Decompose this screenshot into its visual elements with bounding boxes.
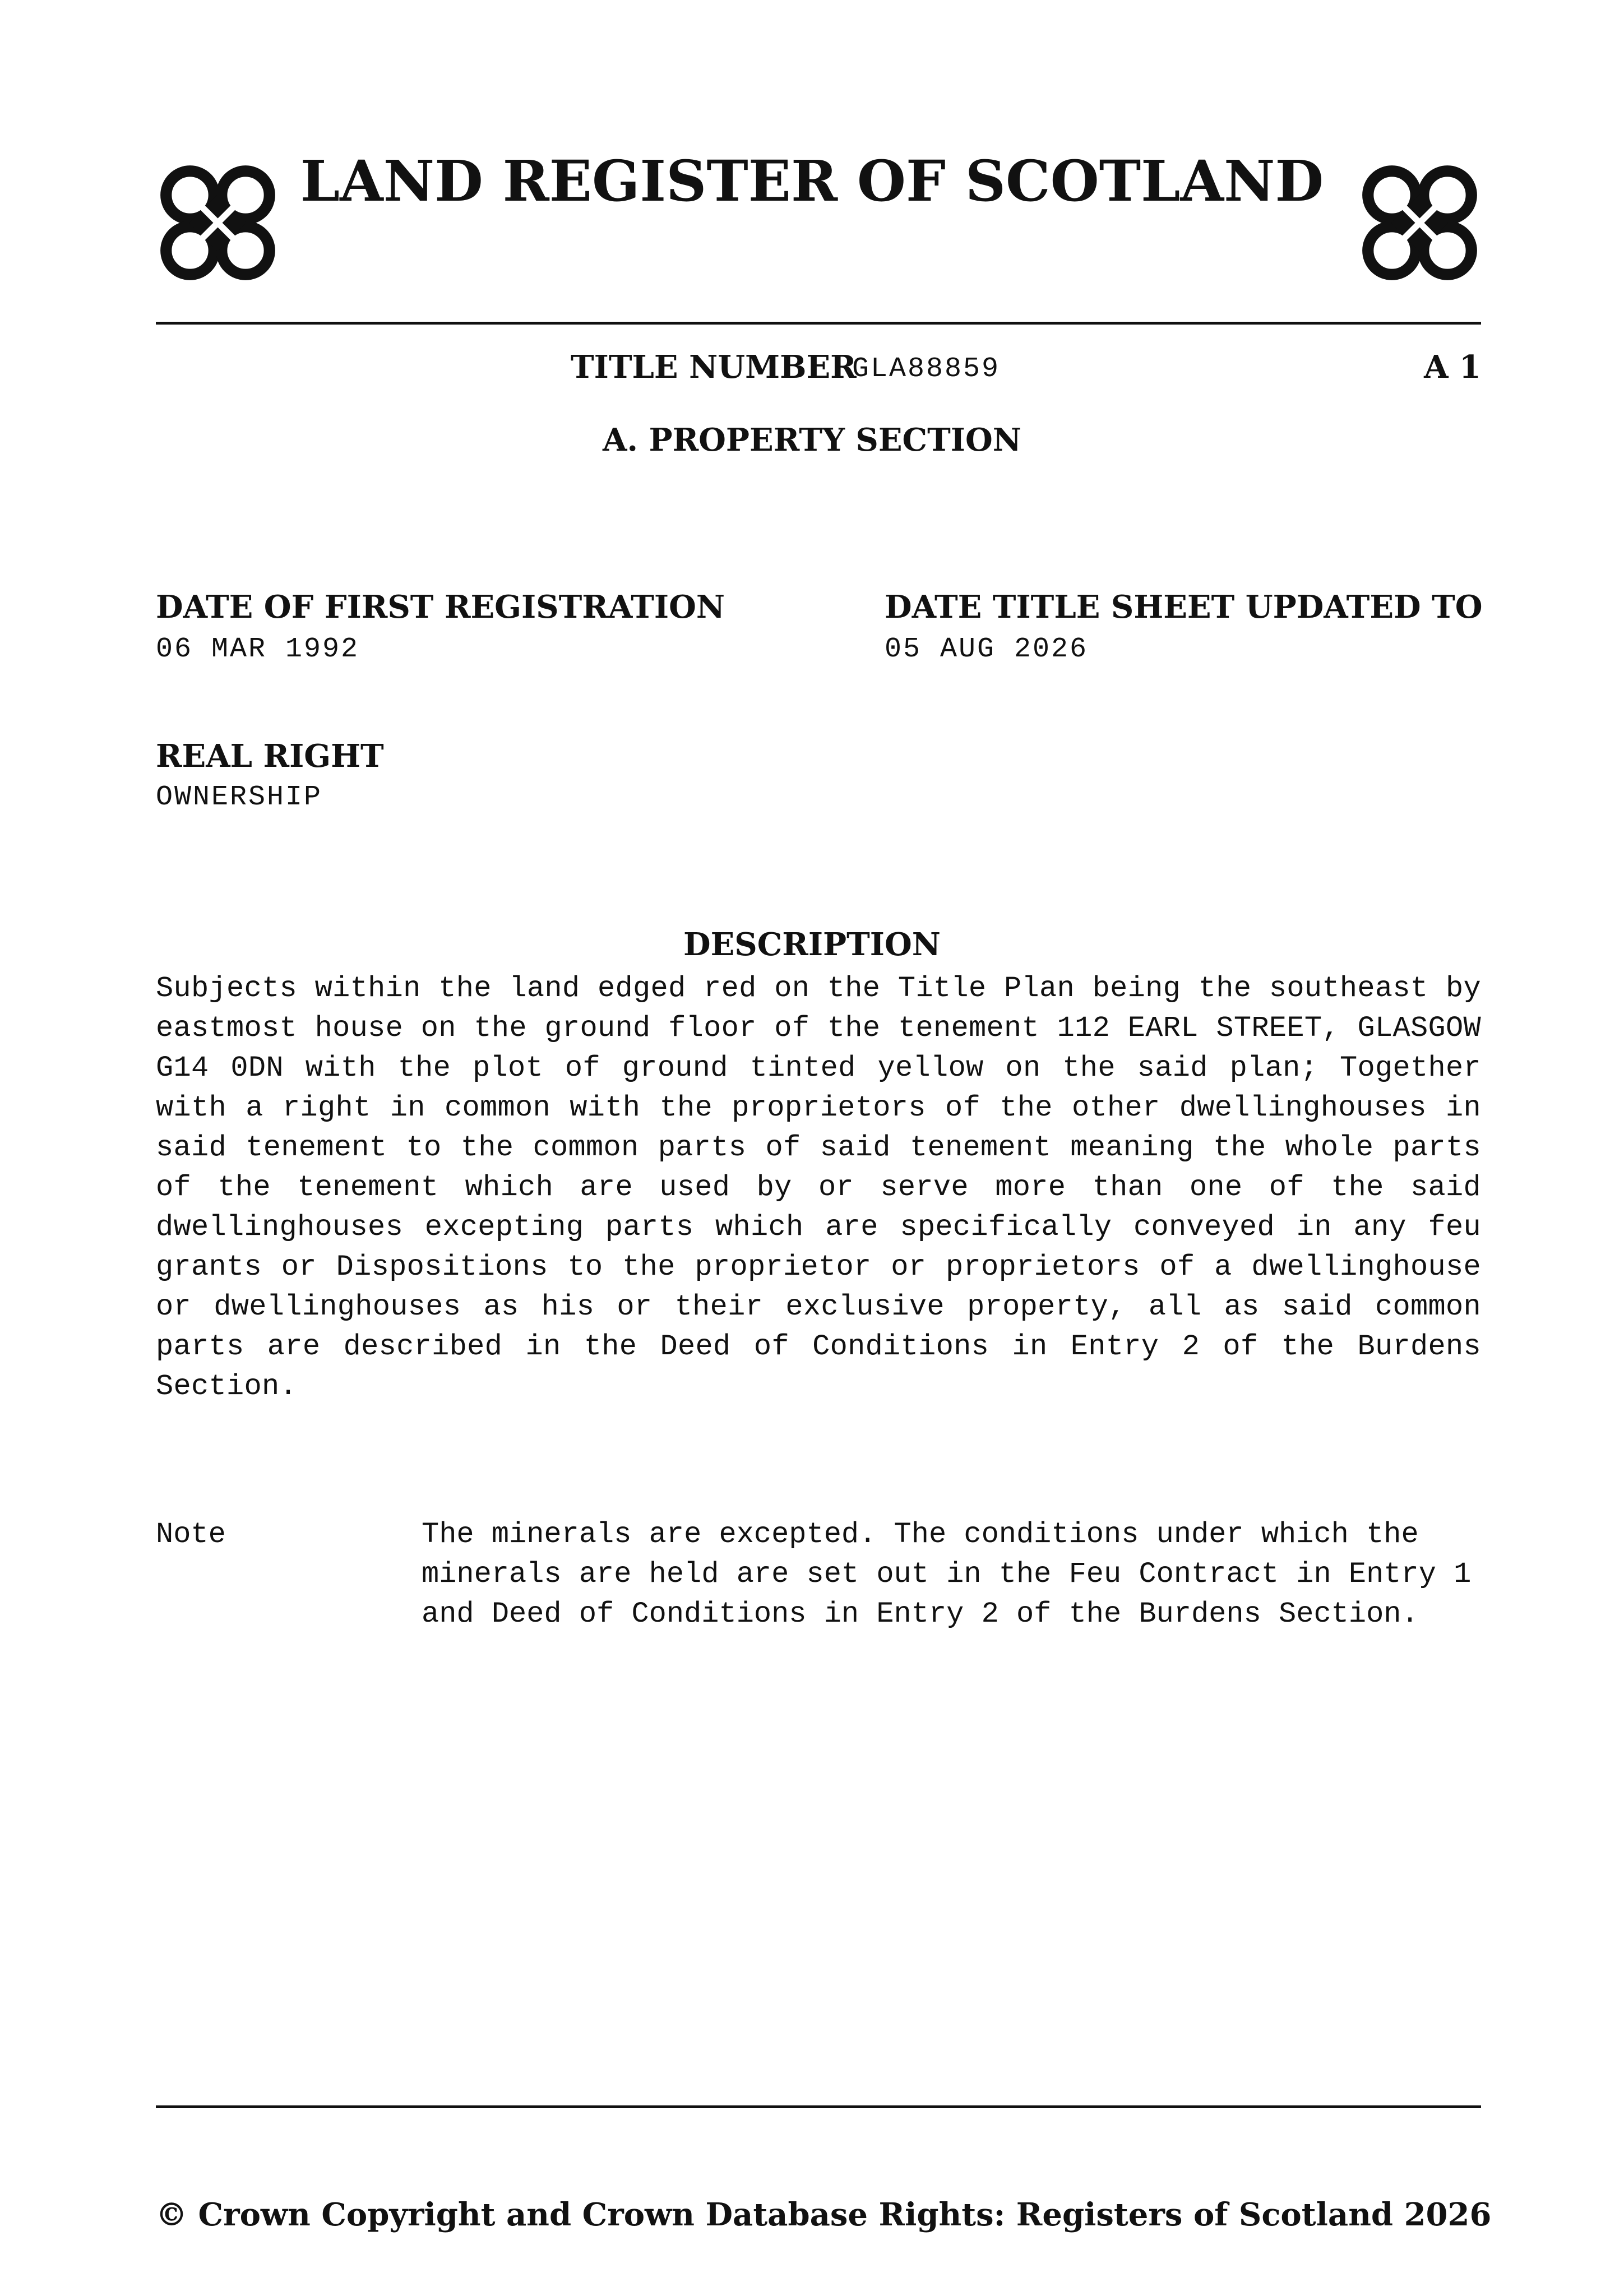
updated-to-value: 05 AUG 2026 xyxy=(885,633,1089,665)
note-text: The minerals are excepted. The conditions under which the minerals are held are set out in the Feu Contract in Entry 1 and Deed of Conditions in Entry 2 of the Burdens Section. xyxy=(422,1518,1472,1631)
title-number-label: TITLE NUMBER xyxy=(571,349,857,386)
title-number-value: GLA88859 xyxy=(852,353,1001,385)
first-registration-value: 06 MAR 1992 xyxy=(156,633,360,665)
footer-divider xyxy=(156,2105,1481,2108)
copyright-footer: © Crown Copyright and Crown Database Rights: Registers of Scotland 2026 xyxy=(156,2196,1492,2233)
real-right-value: OWNERSHIP xyxy=(156,781,323,813)
description-text: Subjects within the land edged red on the Title Plan being the southeast by eastmost house on the ground floor of the tenement 112 EARL STREET, GLASGOW G14 0DN with the plot of ground tinted yellow on the said plan; Together with a right in common with the proprietors of the other dwellinghouses in said tenement to the common parts of said tenement meaning the whole parts of the tenement which are used by or serve more than one of the said dwellinghouses excepting parts which are specifically conveyed in any feu grants or Dispositions to the proprietor or proprietors of a dwellinghouse or dwellinghouses as his or their exclusive property, all as said common parts are described in the Deed of Conditions in Entry 2 of the Burdens Section. xyxy=(156,972,1481,1403)
page-reference: A 1 xyxy=(1424,349,1481,386)
note-label: Note xyxy=(156,1518,226,1551)
header-divider xyxy=(156,322,1481,325)
title-number-row xyxy=(0,349,1624,394)
description-heading: DESCRIPTION xyxy=(683,926,941,963)
page-title: LAND REGISTER OF SCOTLAND xyxy=(300,148,1324,214)
first-registration-label: DATE OF FIRST REGISTRATION xyxy=(156,589,725,626)
section-heading: A. PROPERTY SECTION xyxy=(603,422,1021,459)
ros-knot-emblem-icon xyxy=(1357,160,1483,286)
real-right-label: REAL RIGHT xyxy=(156,738,384,775)
updated-to-label: DATE TITLE SHEET UPDATED TO xyxy=(885,589,1483,626)
